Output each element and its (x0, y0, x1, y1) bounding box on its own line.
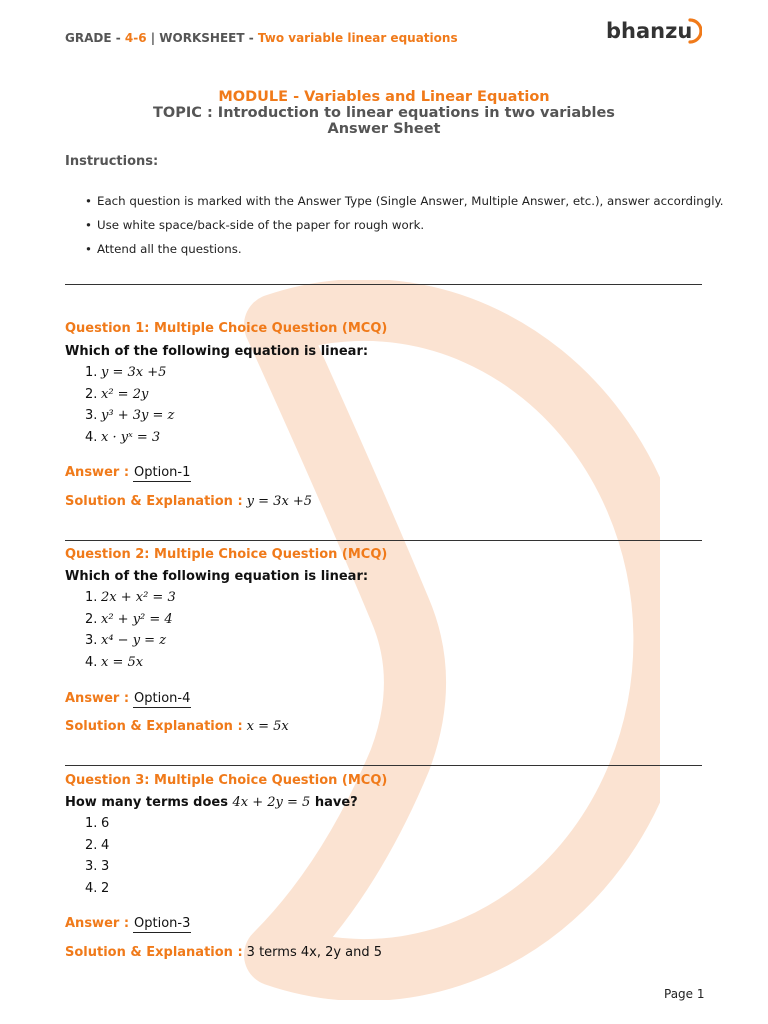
question-2-title: Question 2: Multiple Choice Question (MCQ) (65, 547, 388, 562)
question-3-option: 4. 2 (85, 881, 110, 896)
answer-label: Answer : (65, 916, 130, 931)
solution-label: Solution & Explanation : (65, 945, 243, 960)
solution-label: Solution & Explanation : (65, 719, 243, 734)
option-text: x⁴ − y = z (101, 633, 167, 648)
divider (65, 765, 702, 766)
question-1-solution (65, 494, 312, 509)
question-3-option: 2. 4 (85, 838, 110, 853)
option-text: x² + y² = 4 (101, 612, 173, 627)
divider (65, 540, 702, 541)
question-3-text (65, 795, 358, 810)
question-1-option: 3. y³ + 3y = z (85, 408, 175, 423)
question-2-solution (65, 719, 289, 734)
answer-value: Option-4 (134, 691, 191, 706)
solution-value: 3 terms 4x, 2y and 5 (246, 945, 383, 960)
divider (65, 284, 702, 285)
option-text: x = 5x (101, 655, 144, 670)
option-text: x · yˣ = 3 (101, 430, 161, 445)
question-3-solution (65, 945, 382, 960)
option-text: 6 (101, 816, 110, 831)
instruction-text: Use white space/back-side of the paper for rough work. (97, 218, 425, 232)
question-1-option: 2. x² = 2y (85, 387, 149, 402)
instruction-item (86, 218, 424, 232)
question-2-option: 3. x⁴ − y = z (85, 633, 167, 648)
option-text: y³ + 3y = z (101, 408, 175, 423)
question-3-title: Question 3: Multiple Choice Question (MCQ) (65, 773, 388, 788)
option-text: y = 3x +5 (101, 365, 167, 380)
question-1-title: Question 1: Multiple Choice Question (MCQ) (65, 321, 388, 336)
topic-title: TOPIC : Introduction to linear equations in two variables (153, 105, 615, 121)
solution-label: Solution & Explanation : (65, 494, 243, 509)
option-text: 3 (101, 859, 110, 874)
instructions-heading: Instructions: (65, 154, 159, 169)
question-text-part: How many terms does (65, 795, 233, 810)
instruction-item (86, 194, 724, 208)
solution-value: x = 5x (246, 719, 289, 734)
question-3-answer (65, 916, 191, 931)
option-text: 2x + x² = 3 (101, 590, 176, 605)
question-1-answer (65, 465, 191, 480)
sheet-title: Answer Sheet (327, 121, 441, 137)
grade-value: 4-6 (124, 31, 147, 45)
answer-value: Option-3 (134, 916, 191, 931)
bhanzu-logo (606, 18, 702, 44)
question-1-option: 1. y = 3x +5 (85, 365, 167, 380)
question-3-option: 1. 6 (85, 816, 110, 831)
logo-arc-icon (688, 18, 702, 44)
question-math: 4x + 2y = 5 (232, 795, 311, 810)
worksheet-header (65, 31, 458, 45)
worksheet-label: | WORKSHEET - (146, 31, 258, 45)
question-2-option: 1. 2x + x² = 3 (85, 590, 176, 605)
option-text: 2 (101, 881, 110, 896)
instruction-item (86, 242, 242, 256)
option-text: x² = 2y (101, 387, 149, 402)
question-2-option: 2. x² + y² = 4 (85, 612, 173, 627)
instruction-text: Each question is marked with the Answer Type (Single Answer, Multiple Answer, etc.), answer accordingly. (97, 194, 724, 208)
grade-label: GRADE - (65, 31, 125, 45)
module-title: MODULE - Variables and Linear Equation (218, 89, 550, 105)
instruction-text: Attend all the questions. (97, 242, 242, 256)
solution-value: y = 3x +5 (246, 494, 313, 509)
question-1-text: Which of the following equation is linear: (65, 344, 369, 359)
option-text: 4 (101, 838, 110, 853)
question-3-option: 3. 3 (85, 859, 110, 874)
page-number: Page 1 (664, 987, 705, 1001)
question-2-answer (65, 691, 191, 706)
question-2-option: 4. x = 5x (85, 655, 144, 670)
question-text-part: have? (310, 795, 358, 810)
answer-value: Option-1 (134, 465, 191, 480)
answer-label: Answer : (65, 691, 130, 706)
answer-label: Answer : (65, 465, 130, 480)
question-1-option: 4. x · yˣ = 3 (85, 430, 161, 445)
worksheet-topic: Two variable linear equations (257, 31, 458, 45)
logo-text: bhanzu (606, 19, 693, 43)
question-2-text: Which of the following equation is linear: (65, 569, 369, 584)
